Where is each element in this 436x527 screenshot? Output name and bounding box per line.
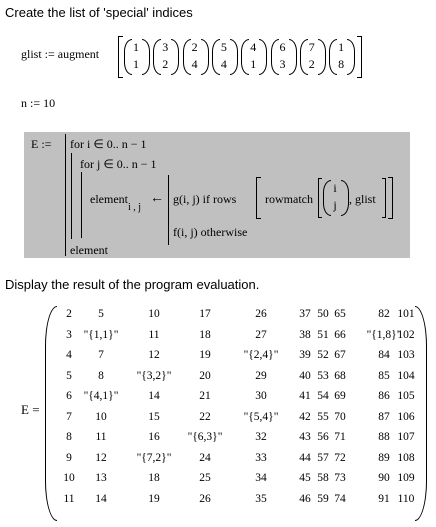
matrix-cell: 42	[299, 410, 311, 423]
matrix-cell: 51	[317, 328, 329, 341]
matrix-cell: 33	[255, 451, 267, 464]
vector-element: 8	[338, 57, 345, 71]
matrix-cell: 84	[378, 349, 390, 361]
case-otherwise[interactable]: f(i, j) otherwise	[173, 225, 248, 239]
matrix-cell: 59	[317, 492, 329, 505]
matrix-cell: 53	[317, 369, 329, 382]
matrix-cell: "{1,1}"	[83, 328, 119, 341]
program-outer-bar	[65, 134, 66, 256]
matrix-cell: 50	[317, 308, 329, 320]
matrix-cell: 82	[378, 308, 390, 320]
vector-element: 1	[338, 40, 345, 54]
matrix-cell: 26	[199, 492, 211, 505]
program-line-for-j[interactable]: for j ∈ 0.. n − 1	[80, 157, 157, 171]
glist-definition[interactable]	[21, 47, 99, 62]
matrix-cell: 35	[255, 492, 267, 505]
vector-right-paren	[142, 39, 150, 75]
matrix-cell: 39	[299, 349, 311, 361]
vector-right-paren	[201, 39, 209, 75]
matrix-cell: 5	[66, 369, 72, 382]
glist-vector	[306, 39, 318, 73]
vector-element: 2	[308, 57, 315, 71]
matrix-cell: 17	[199, 308, 211, 320]
matrix-cell: "{4,1}"	[83, 390, 119, 402]
matrix-cell: 21	[199, 390, 211, 402]
matrix-cell: 69	[334, 390, 346, 402]
matrix-cell: 43	[299, 431, 311, 443]
matrix-cell: 14	[148, 390, 160, 402]
vector-right-paren	[289, 39, 297, 75]
matrix-cell: 52	[317, 349, 329, 361]
program-line-for-i[interactable]: for i ∈ 0.. n − 1	[70, 137, 147, 151]
element-name: element	[90, 192, 128, 206]
matrix-cell: 19	[148, 492, 160, 505]
vec-j: j	[333, 198, 337, 212]
matrix-cell: 16	[148, 431, 160, 443]
matrix-left-paren	[45, 306, 57, 521]
matrix-cell: 3	[66, 328, 72, 341]
matrix-cell: 88	[378, 431, 390, 443]
vector-right-paren	[230, 39, 238, 75]
vec-i: i	[333, 181, 337, 195]
matrix-cell: 10	[95, 410, 107, 423]
matrix-cell: 12	[95, 451, 107, 464]
matrix-cell: 66	[334, 328, 346, 341]
matrix-cell: 38	[299, 328, 311, 341]
matrix-cell: 41	[299, 390, 311, 402]
vector-element: 1	[250, 57, 257, 71]
matrix-cell: 11	[63, 492, 75, 505]
matrix-cell: 72	[334, 451, 346, 464]
matrix-cell: 4	[66, 349, 72, 361]
augment-func: augment	[57, 47, 100, 61]
matrix-cell: 90	[378, 472, 390, 484]
vector-element: 1	[133, 57, 139, 71]
matrix-cell: "{1,8}"	[366, 328, 402, 341]
matrix-cell: 30	[255, 390, 267, 402]
local-assign-arrow: ←	[150, 191, 164, 206]
matrix-cell: 26	[255, 308, 267, 320]
matrix-cell: 13	[95, 472, 107, 484]
matrix-cell: 91	[378, 492, 390, 505]
vector-element: 6	[279, 40, 286, 54]
rowmatch-right-bracket	[382, 178, 386, 218]
matrix-cell: 27	[255, 328, 267, 341]
matrix-cell: 6	[66, 390, 72, 402]
vector-element: 5	[220, 40, 227, 54]
vector-right-paren	[171, 39, 179, 75]
matrix-cell: 20	[199, 369, 211, 382]
matrix-cell: 29	[255, 369, 267, 382]
matrix-cell: "{6,3}"	[187, 431, 223, 443]
program-return-element[interactable]: element	[70, 243, 108, 257]
matrix-cell: 19	[199, 349, 211, 361]
matrix-right-paren	[415, 306, 427, 521]
heading-create-list: Create the list of 'special' indices	[5, 5, 193, 20]
matrix-cell: 56	[317, 431, 329, 443]
vector-element: 1	[133, 40, 139, 54]
ij-vector	[329, 180, 341, 214]
matrix-cell: 10	[148, 308, 160, 320]
matrix-cell: 46	[299, 492, 311, 505]
matrix-cell: 103	[397, 349, 415, 361]
vector-element: 4	[220, 57, 227, 71]
case-if[interactable]: g(i, j) if rows	[173, 192, 237, 206]
glist-vector	[218, 39, 230, 73]
matrix-cell: 25	[199, 472, 211, 484]
matrix-cell: 2	[66, 308, 72, 320]
glist-right-bracket	[357, 36, 362, 78]
matrix-cell: 40	[299, 369, 311, 382]
matrix-cell: 58	[317, 472, 329, 484]
rows-left-bracket	[256, 177, 261, 219]
cases-bar	[168, 175, 169, 245]
rows-right-bracket	[388, 177, 393, 219]
vector-right-paren	[259, 39, 267, 75]
matrix-cell: 73	[334, 472, 346, 484]
program-lhs: E :=	[31, 137, 52, 151]
matrix-cell: 70	[334, 410, 346, 423]
matrix-cell: 14	[95, 492, 107, 505]
glist-vector	[247, 39, 259, 73]
matrix-cell: 106	[397, 410, 415, 423]
vector-element: 4	[250, 40, 257, 54]
matrix-cell: 87	[378, 410, 390, 423]
glist-vector	[277, 39, 289, 73]
matrix-cell: 34	[255, 472, 267, 484]
matrix-cell: 55	[317, 410, 329, 423]
matrix-cell: 32	[255, 431, 267, 443]
vector-element: 7	[308, 40, 315, 54]
glist-arg: , glist	[349, 192, 376, 206]
vector-right-paren	[318, 39, 326, 75]
matrix-cell: 89	[378, 451, 390, 464]
vector-right-paren	[347, 39, 355, 75]
matrix-cell: 71	[334, 431, 346, 443]
vector-element: 3	[279, 57, 286, 71]
matrix-cell: 11	[95, 431, 107, 443]
matrix-cell: 8	[98, 369, 104, 382]
rowmatch-left-bracket	[318, 178, 322, 218]
element-assignment[interactable]	[90, 192, 128, 207]
matrix-cell: 85	[378, 369, 390, 382]
vector-element: 4	[191, 57, 198, 71]
matrix-cell: 101	[397, 308, 415, 320]
matrix-cell: 104	[397, 369, 415, 382]
matrix-cell: 5	[98, 308, 104, 320]
vector-element: 2	[162, 57, 169, 71]
program-bar-for-j	[81, 172, 82, 238]
matrix-cell: 7	[66, 410, 72, 423]
glist-vector	[189, 39, 201, 73]
matrix-cell: 10	[63, 472, 75, 484]
glist-vector	[130, 39, 142, 73]
matrix-cell: 67	[334, 349, 346, 361]
matrix-cell: 65	[334, 308, 346, 320]
glist-vector	[335, 39, 347, 73]
matrix-cell: 11	[148, 328, 160, 341]
vector-element: 3	[162, 40, 169, 54]
matrix-cell: 102	[397, 328, 415, 341]
glist-lhs: glist	[21, 47, 42, 61]
matrix-cell: 107	[397, 431, 415, 443]
matrix-cell: 68	[334, 369, 346, 382]
matrix-cell: "{7,2}"	[136, 451, 172, 464]
matrix-cell: 108	[397, 451, 415, 464]
matrix-cell: "{5,4}"	[243, 410, 279, 423]
matrix-cell: 9	[66, 451, 72, 464]
assign-operator: :=	[44, 47, 55, 61]
matrix-cell: 54	[317, 390, 329, 402]
matrix-cell: 7	[98, 349, 104, 361]
matrix-cell: "{2,4}"	[243, 349, 279, 361]
glist-vector	[159, 39, 171, 73]
matrix-cell: 109	[397, 472, 415, 484]
matrix-cell: 24	[199, 451, 211, 464]
matrix-cell: 37	[299, 308, 311, 320]
matrix-cell: 22	[199, 410, 211, 423]
matrix-cell: 18	[199, 328, 211, 341]
matrix-cell: 45	[299, 472, 311, 484]
matrix-cell: 12	[148, 349, 160, 361]
element-subscript: i , j	[128, 202, 142, 213]
matrix-cell: 18	[148, 472, 160, 484]
vector-element: 2	[191, 40, 198, 54]
program-bar-for-i	[71, 153, 72, 239]
matrix-cell: 57	[317, 451, 329, 464]
result-label: E =	[21, 402, 40, 417]
matrix-cell: 110	[397, 492, 415, 505]
heading-display-result: Display the result of the program evaluation.	[5, 277, 260, 292]
matrix-cell: 105	[397, 390, 415, 402]
matrix-cell: 15	[148, 410, 160, 423]
matrix-cell: "{3,2}"	[136, 369, 172, 382]
matrix-cell: 44	[299, 451, 311, 464]
matrix-cell: 8	[66, 431, 72, 443]
matrix-cell: 86	[378, 390, 390, 402]
n-definition[interactable]: n := 10	[21, 96, 56, 110]
rowmatch-func: rowmatch	[265, 192, 313, 206]
glist-left-bracket	[118, 36, 123, 78]
matrix-cell: 74	[334, 492, 346, 505]
